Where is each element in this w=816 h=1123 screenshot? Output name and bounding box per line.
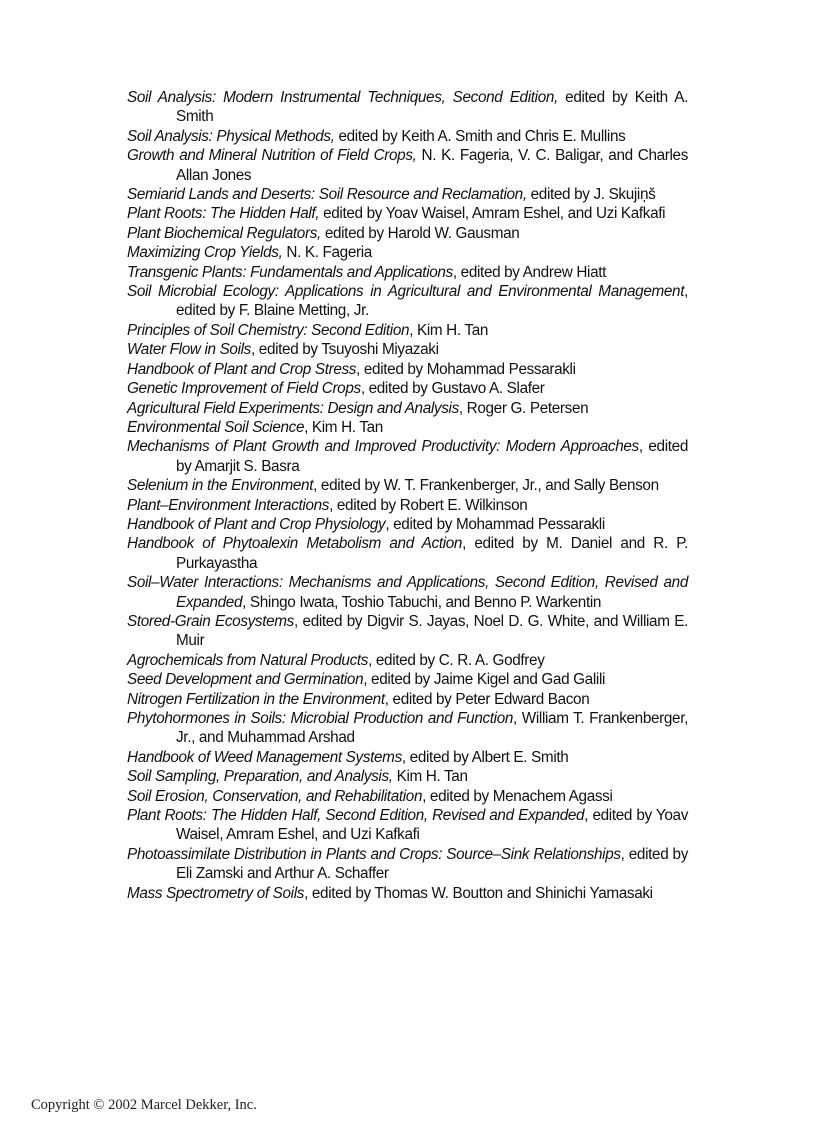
book-authors: , edited by Eli Zamski and Arthur A. Schaffer xyxy=(176,845,689,883)
book-authors: , edited by M. Daniel and R. P. Purkayastha xyxy=(176,535,688,572)
book-entry xyxy=(127,437,688,476)
book-entry xyxy=(127,787,688,806)
book-title: Genetic Improvement of Field Crops xyxy=(127,380,361,398)
book-title: Plant Biochemical Regulators, xyxy=(127,224,321,242)
book-title: Soil Erosion, Conservation, and Rehabilitation xyxy=(127,787,423,805)
book-entry xyxy=(127,360,688,379)
book-title: Growth and Mineral Nutrition of Field Crops, xyxy=(127,147,417,165)
book-title: Photoassimilate Distribution in Plants and Crops: Source–Sink Relationships xyxy=(127,845,621,863)
book-title: Handbook of Plant and Crop Stress xyxy=(127,360,357,378)
book-title: Soil Microbial Ecology: Applications in Agricultural and Environmental Management xyxy=(127,283,685,301)
book-authors: , edited by Digvir S. Jayas, Noel D. G. White, and William E. Muir xyxy=(176,612,688,650)
book-title: Maximizing Crop Yields, xyxy=(127,244,283,262)
book-title: Plant–Environment Interactions xyxy=(127,496,330,514)
book-title: Agrochemicals from Natural Products xyxy=(127,651,369,669)
book-entry xyxy=(127,767,688,786)
book-entry xyxy=(127,806,688,845)
book-entry xyxy=(127,340,688,359)
book-authors: , edited by Mohammad Pessarakli xyxy=(356,360,576,378)
book-authors: , William T. Frankenberger, Jr., and Muhammad Arshad xyxy=(176,710,688,747)
book-title: Soil Sampling, Preparation, and Analysis, xyxy=(127,768,393,786)
book-entry xyxy=(127,185,688,204)
book-entry xyxy=(127,845,688,884)
book-entry xyxy=(127,748,688,767)
book-entry xyxy=(127,224,688,243)
book-authors: N. K. Fageria, V. C. Baligar, and Charles Allan Jones xyxy=(176,147,689,184)
book-authors: , edited by Jaime Kigel and Gad Galili xyxy=(363,671,606,689)
book-title: Seed Development and Germination xyxy=(127,671,364,689)
book-title: Handbook of Phytoalexin Metabolism and Action xyxy=(127,535,463,553)
book-entry xyxy=(127,127,688,146)
book-title: Environmental Soil Science xyxy=(127,418,305,436)
book-title: Mechanisms of Plant Growth and Improved Productivity: Modern Approaches xyxy=(127,438,639,456)
book-entry xyxy=(127,282,688,321)
book-entry xyxy=(127,670,688,689)
book-title: Handbook of Plant and Crop Physiology xyxy=(127,515,386,533)
book-entry xyxy=(127,690,688,709)
book-entry xyxy=(127,418,688,437)
book-authors: edited by Keith A. Smith and Chris E. Mullins xyxy=(334,127,626,145)
book-entry xyxy=(127,534,688,573)
book-title: Nitrogen Fertilization in the Environment xyxy=(127,690,385,708)
book-title: Transgenic Plants: Fundamentals and Applications xyxy=(127,263,453,281)
book-authors: edited by Yoav Waisel, Amram Eshel, and Uzi Kafkafi xyxy=(319,205,666,223)
book-title: Soil–Water Interactions: Mechanisms and Applications, Second Edition, Revised and Expanded xyxy=(127,574,688,611)
book-title: Agricultural Field Experiments: Design and Analysis xyxy=(127,399,459,417)
book-entry xyxy=(127,379,688,398)
book-entry xyxy=(127,321,688,340)
book-entry xyxy=(127,884,688,903)
book-title: Stored-Grain Ecosystems xyxy=(127,612,294,630)
book-authors: , edited by Peter Edward Bacon xyxy=(384,690,590,708)
book-authors: , edited by Robert E. Wilkinson xyxy=(329,496,528,514)
book-authors: , Shingo Iwata, Toshio Tabuchi, and Benno P. Warkentin xyxy=(242,593,602,611)
book-authors: Kim H. Tan xyxy=(392,768,468,786)
book-authors: , edited by Thomas W. Boutton and Shinichi Yamasaki xyxy=(304,884,653,902)
book-entry xyxy=(127,515,688,534)
book-title: Plant Roots: The Hidden Half, Second Edition, Revised and Expanded xyxy=(127,807,585,825)
book-entry xyxy=(127,263,688,282)
book-title: Principles of Soil Chemistry: Second Edition xyxy=(127,321,410,339)
book-authors: edited by Harold W. Gausman xyxy=(320,224,520,242)
book-authors: , Kim H. Tan xyxy=(409,321,489,339)
book-title: Selenium in the Environment xyxy=(127,477,314,495)
book-entry xyxy=(127,204,688,223)
book-authors: , edited by Menachem Agassi xyxy=(422,787,613,805)
book-authors: , edited by Yoav Waisel, Amram Eshel, and Uzi Kafkafi xyxy=(176,807,688,844)
book-authors: N. K. Fageria xyxy=(282,244,372,262)
book-authors: , edited by Gustavo A. Slafer xyxy=(360,380,545,398)
book-authors: , edited by Tsuyoshi Miyazaki xyxy=(250,341,439,359)
book-entry xyxy=(127,573,688,612)
book-title: Semiarid Lands and Deserts: Soil Resource and Reclamation, xyxy=(127,186,527,204)
book-title: Mass Spectrometry of Soils xyxy=(127,884,305,902)
book-authors: , Kim H. Tan xyxy=(304,418,383,436)
book-authors: , edited by Andrew Hiatt xyxy=(452,263,607,281)
book-entry xyxy=(127,612,688,651)
book-title: Soil Analysis: Physical Methods, xyxy=(127,127,335,145)
book-entry xyxy=(127,243,688,262)
book-entry xyxy=(127,496,688,515)
book-series-list xyxy=(127,88,688,903)
book-title: Handbook of Weed Management Systems xyxy=(127,748,402,766)
book-entry xyxy=(127,146,688,185)
book-title: Water Flow in Soils xyxy=(127,341,251,359)
book-entry xyxy=(127,709,688,748)
book-title: Phytohormones in Soils: Microbial Production and Function xyxy=(127,710,514,727)
book-authors: , edited by F. Blaine Metting, Jr. xyxy=(176,283,688,320)
book-authors: , Roger G. Petersen xyxy=(458,399,589,417)
book-authors: , edited by Albert E. Smith xyxy=(401,748,569,766)
book-authors: , edited by C. R. A. Godfrey xyxy=(368,651,545,669)
book-title: Soil Analysis: Modern Instrumental Techniques, Second Edition, xyxy=(127,89,558,106)
copyright-notice: Copyright © 2002 Marcel Dekker, Inc. xyxy=(31,1097,257,1113)
book-authors: , edited by Mohammad Pessarakli xyxy=(385,515,605,533)
book-entry xyxy=(127,88,688,127)
book-authors: edited by Keith A. Smith xyxy=(176,89,688,126)
book-entry xyxy=(127,651,688,670)
book-title: Plant Roots: The Hidden Half, xyxy=(127,205,320,223)
book-authors: , edited by Amarjit S. Basra xyxy=(176,438,688,475)
book-entry xyxy=(127,399,688,418)
book-authors: , edited by W. T. Frankenberger, Jr., and Sally Benson xyxy=(313,477,659,495)
book-entry xyxy=(127,476,688,495)
book-authors: edited by J. Skujiņš xyxy=(526,186,656,204)
